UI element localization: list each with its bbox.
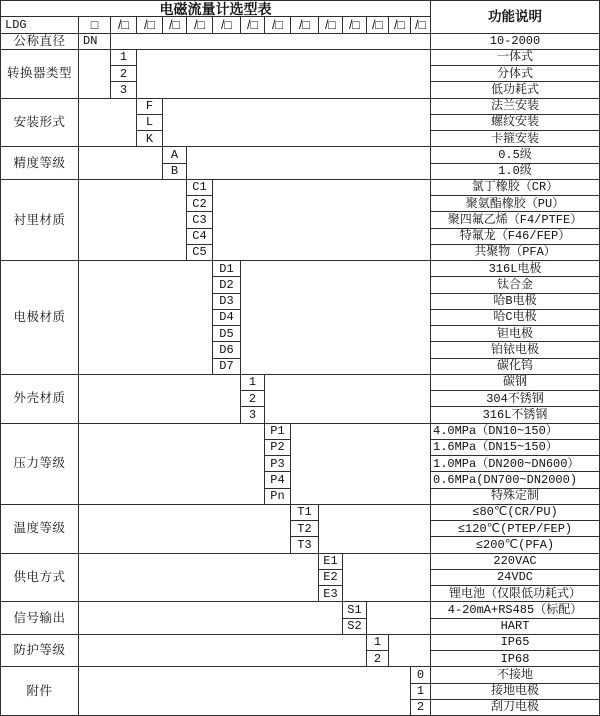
spacer-cell	[79, 375, 241, 424]
spacer-cell	[241, 261, 431, 375]
slash-code-box-icon: /□	[367, 17, 389, 33]
code-cell: T1	[291, 505, 319, 521]
code-cell: C3	[187, 212, 213, 228]
code-cell: P1	[265, 424, 291, 440]
desc-cell: 锂电池（仅限低功耗式）	[431, 586, 600, 602]
code-cell: D4	[213, 310, 241, 326]
code-cell: 3	[241, 407, 265, 423]
desc-cell: 不接地	[431, 667, 600, 683]
desc-cell: 分体式	[431, 66, 600, 82]
group-label: 外壳材质	[1, 375, 79, 424]
desc-cell: 钽电极	[431, 326, 600, 342]
slash-code-box-icon: /□	[187, 17, 213, 33]
group-label: 信号输出	[1, 602, 79, 635]
code-cell: S1	[343, 602, 367, 618]
spacer-cell	[79, 261, 213, 375]
function-column-header: 功能说明	[431, 1, 600, 34]
code-cell: 2	[367, 651, 389, 667]
spacer-cell	[79, 180, 187, 261]
desc-cell: 刮刀电极	[431, 700, 600, 716]
desc-cell: 304不锈钢	[431, 391, 600, 407]
spacer-cell	[137, 50, 431, 99]
spacer-cell	[367, 602, 431, 635]
code-cell: D2	[213, 277, 241, 293]
model-prefix: LDG	[1, 17, 79, 33]
slash-code-box-icon: /□	[319, 17, 343, 33]
slash-code-box-icon: /□	[343, 17, 367, 33]
slash-code-box-icon: /□	[111, 17, 137, 33]
group-label-dn: 公称直径	[1, 34, 79, 50]
group-label: 衬里材质	[1, 180, 79, 261]
desc-cell: 接地电极	[431, 684, 600, 700]
desc-cell: 0.5级	[431, 147, 600, 163]
desc-cell: 聚氨酯橡胶（PU）	[431, 196, 600, 212]
code-cell: C5	[187, 245, 213, 261]
desc-cell: 316L不锈钢	[431, 407, 600, 423]
slash-code-box-icon: /□	[213, 17, 241, 33]
code-cell: C4	[187, 229, 213, 245]
spacer-cell	[319, 505, 431, 554]
spacer-cell	[79, 50, 111, 99]
desc-cell: 哈B电极	[431, 294, 600, 310]
code-cell: T3	[291, 537, 319, 553]
code-cell: 1	[411, 684, 431, 700]
desc-cell: 碳钢	[431, 375, 600, 391]
desc-cell: 铂铱电极	[431, 342, 600, 358]
group-label: 附件	[1, 667, 79, 716]
slash-code-box-icon: /□	[411, 17, 431, 33]
desc-cell: 0.6MPa(DN700~DN2000)	[431, 472, 600, 488]
desc-cell: 钛合金	[431, 277, 600, 293]
spacer-cell	[343, 554, 431, 603]
code-cell: 2	[241, 391, 265, 407]
slash-code-box-icon: /□	[241, 17, 265, 33]
desc-cell: 10-2000	[431, 34, 600, 50]
spacer-cell	[291, 424, 431, 505]
desc-cell: HART	[431, 619, 600, 635]
spacer-cell	[79, 602, 343, 635]
desc-cell: 低功耗式	[431, 82, 600, 98]
code-cell: E3	[319, 586, 343, 602]
desc-cell: 共聚物（PFA）	[431, 245, 600, 261]
code-cell: P4	[265, 472, 291, 488]
code-cell: E2	[319, 570, 343, 586]
spacer-cell	[79, 99, 137, 148]
code-cell: T2	[291, 521, 319, 537]
group-label: 安装形式	[1, 99, 79, 148]
spacer-cell	[213, 180, 431, 261]
code-cell: 1	[111, 50, 137, 66]
spacer-cell	[79, 635, 367, 668]
code-cell: F	[137, 99, 163, 115]
desc-cell: 4.0MPa（DN10~150）	[431, 424, 600, 440]
code-cell: P3	[265, 456, 291, 472]
desc-cell: ≤120℃(PTEP/FEP)	[431, 521, 600, 537]
code-cell: 2	[411, 700, 431, 716]
code-cell: D6	[213, 342, 241, 358]
group-label: 精度等级	[1, 147, 79, 180]
desc-cell: 4-20mA+RS485（标配）	[431, 602, 600, 618]
spacer-cell	[389, 635, 431, 668]
group-label: 供电方式	[1, 554, 79, 603]
slash-code-box-icon: /□	[163, 17, 187, 33]
code-cell: B	[163, 164, 187, 180]
group-label: 防护等级	[1, 635, 79, 668]
desc-cell: 1.6MPa（DN15~150）	[431, 440, 600, 456]
group-label: 转换器类型	[1, 50, 79, 99]
group-label: 温度等级	[1, 505, 79, 554]
code-cell: 1	[241, 375, 265, 391]
code-cell: P2	[265, 440, 291, 456]
spacer-cell	[79, 147, 163, 180]
desc-cell: 220VAC	[431, 554, 600, 570]
desc-cell: 316L电极	[431, 261, 600, 277]
code-cell: 2	[111, 66, 137, 82]
slash-code-box-icon: /□	[291, 17, 319, 33]
code-cell: L	[137, 115, 163, 131]
code-cell: D7	[213, 359, 241, 375]
code-cell: C1	[187, 180, 213, 196]
code-cell: 0	[411, 667, 431, 683]
code-box-icon: □	[79, 17, 111, 33]
desc-cell: 哈C电极	[431, 310, 600, 326]
code-cell: 3	[111, 82, 137, 98]
group-label: 电极材质	[1, 261, 79, 375]
code-cell: 1	[367, 635, 389, 651]
desc-cell: 一体式	[431, 50, 600, 66]
desc-cell: 聚四氟乙烯（F4/PTFE）	[431, 212, 600, 228]
code-cell: E1	[319, 554, 343, 570]
code-cell: D1	[213, 261, 241, 277]
desc-cell: 螺纹安装	[431, 115, 600, 131]
code-cell: Pn	[265, 489, 291, 505]
spacer-cell	[79, 667, 411, 716]
desc-cell: IP68	[431, 651, 600, 667]
group-label: 压力等级	[1, 424, 79, 505]
desc-cell: ≤80℃(CR/PU)	[431, 505, 600, 521]
slash-code-box-icon: /□	[137, 17, 163, 33]
spacer-cell	[265, 375, 431, 424]
desc-cell: 碳化钨	[431, 359, 600, 375]
code-cell: K	[137, 131, 163, 147]
desc-cell: 法兰安装	[431, 99, 600, 115]
code-cell: A	[163, 147, 187, 163]
desc-cell: 1.0级	[431, 164, 600, 180]
spacer-cell	[79, 424, 265, 505]
desc-cell: IP65	[431, 635, 600, 651]
desc-cell: 24VDC	[431, 570, 600, 586]
table-title: 电磁流量计选型表	[1, 1, 431, 17]
desc-cell: 特殊定制	[431, 489, 600, 505]
code-cell: DN	[79, 34, 111, 50]
spacer-cell	[79, 505, 291, 554]
desc-cell: 1.0MPa（DN200~DN600）	[431, 456, 600, 472]
desc-cell: ≤200℃(PFA)	[431, 537, 600, 553]
slash-code-box-icon: /□	[389, 17, 411, 33]
spacer-cell	[187, 147, 431, 180]
desc-cell: 氯丁橡胶（CR）	[431, 180, 600, 196]
desc-cell: 特氟龙（F46/FEP）	[431, 229, 600, 245]
code-cell: D3	[213, 294, 241, 310]
code-cell: D5	[213, 326, 241, 342]
code-cell: C2	[187, 196, 213, 212]
code-cell: S2	[343, 619, 367, 635]
spacer-cell	[111, 34, 431, 50]
desc-cell: 卡箍安装	[431, 131, 600, 147]
slash-code-box-icon: /□	[265, 17, 291, 33]
spacer-cell	[79, 554, 319, 603]
spacer-cell	[163, 99, 431, 148]
